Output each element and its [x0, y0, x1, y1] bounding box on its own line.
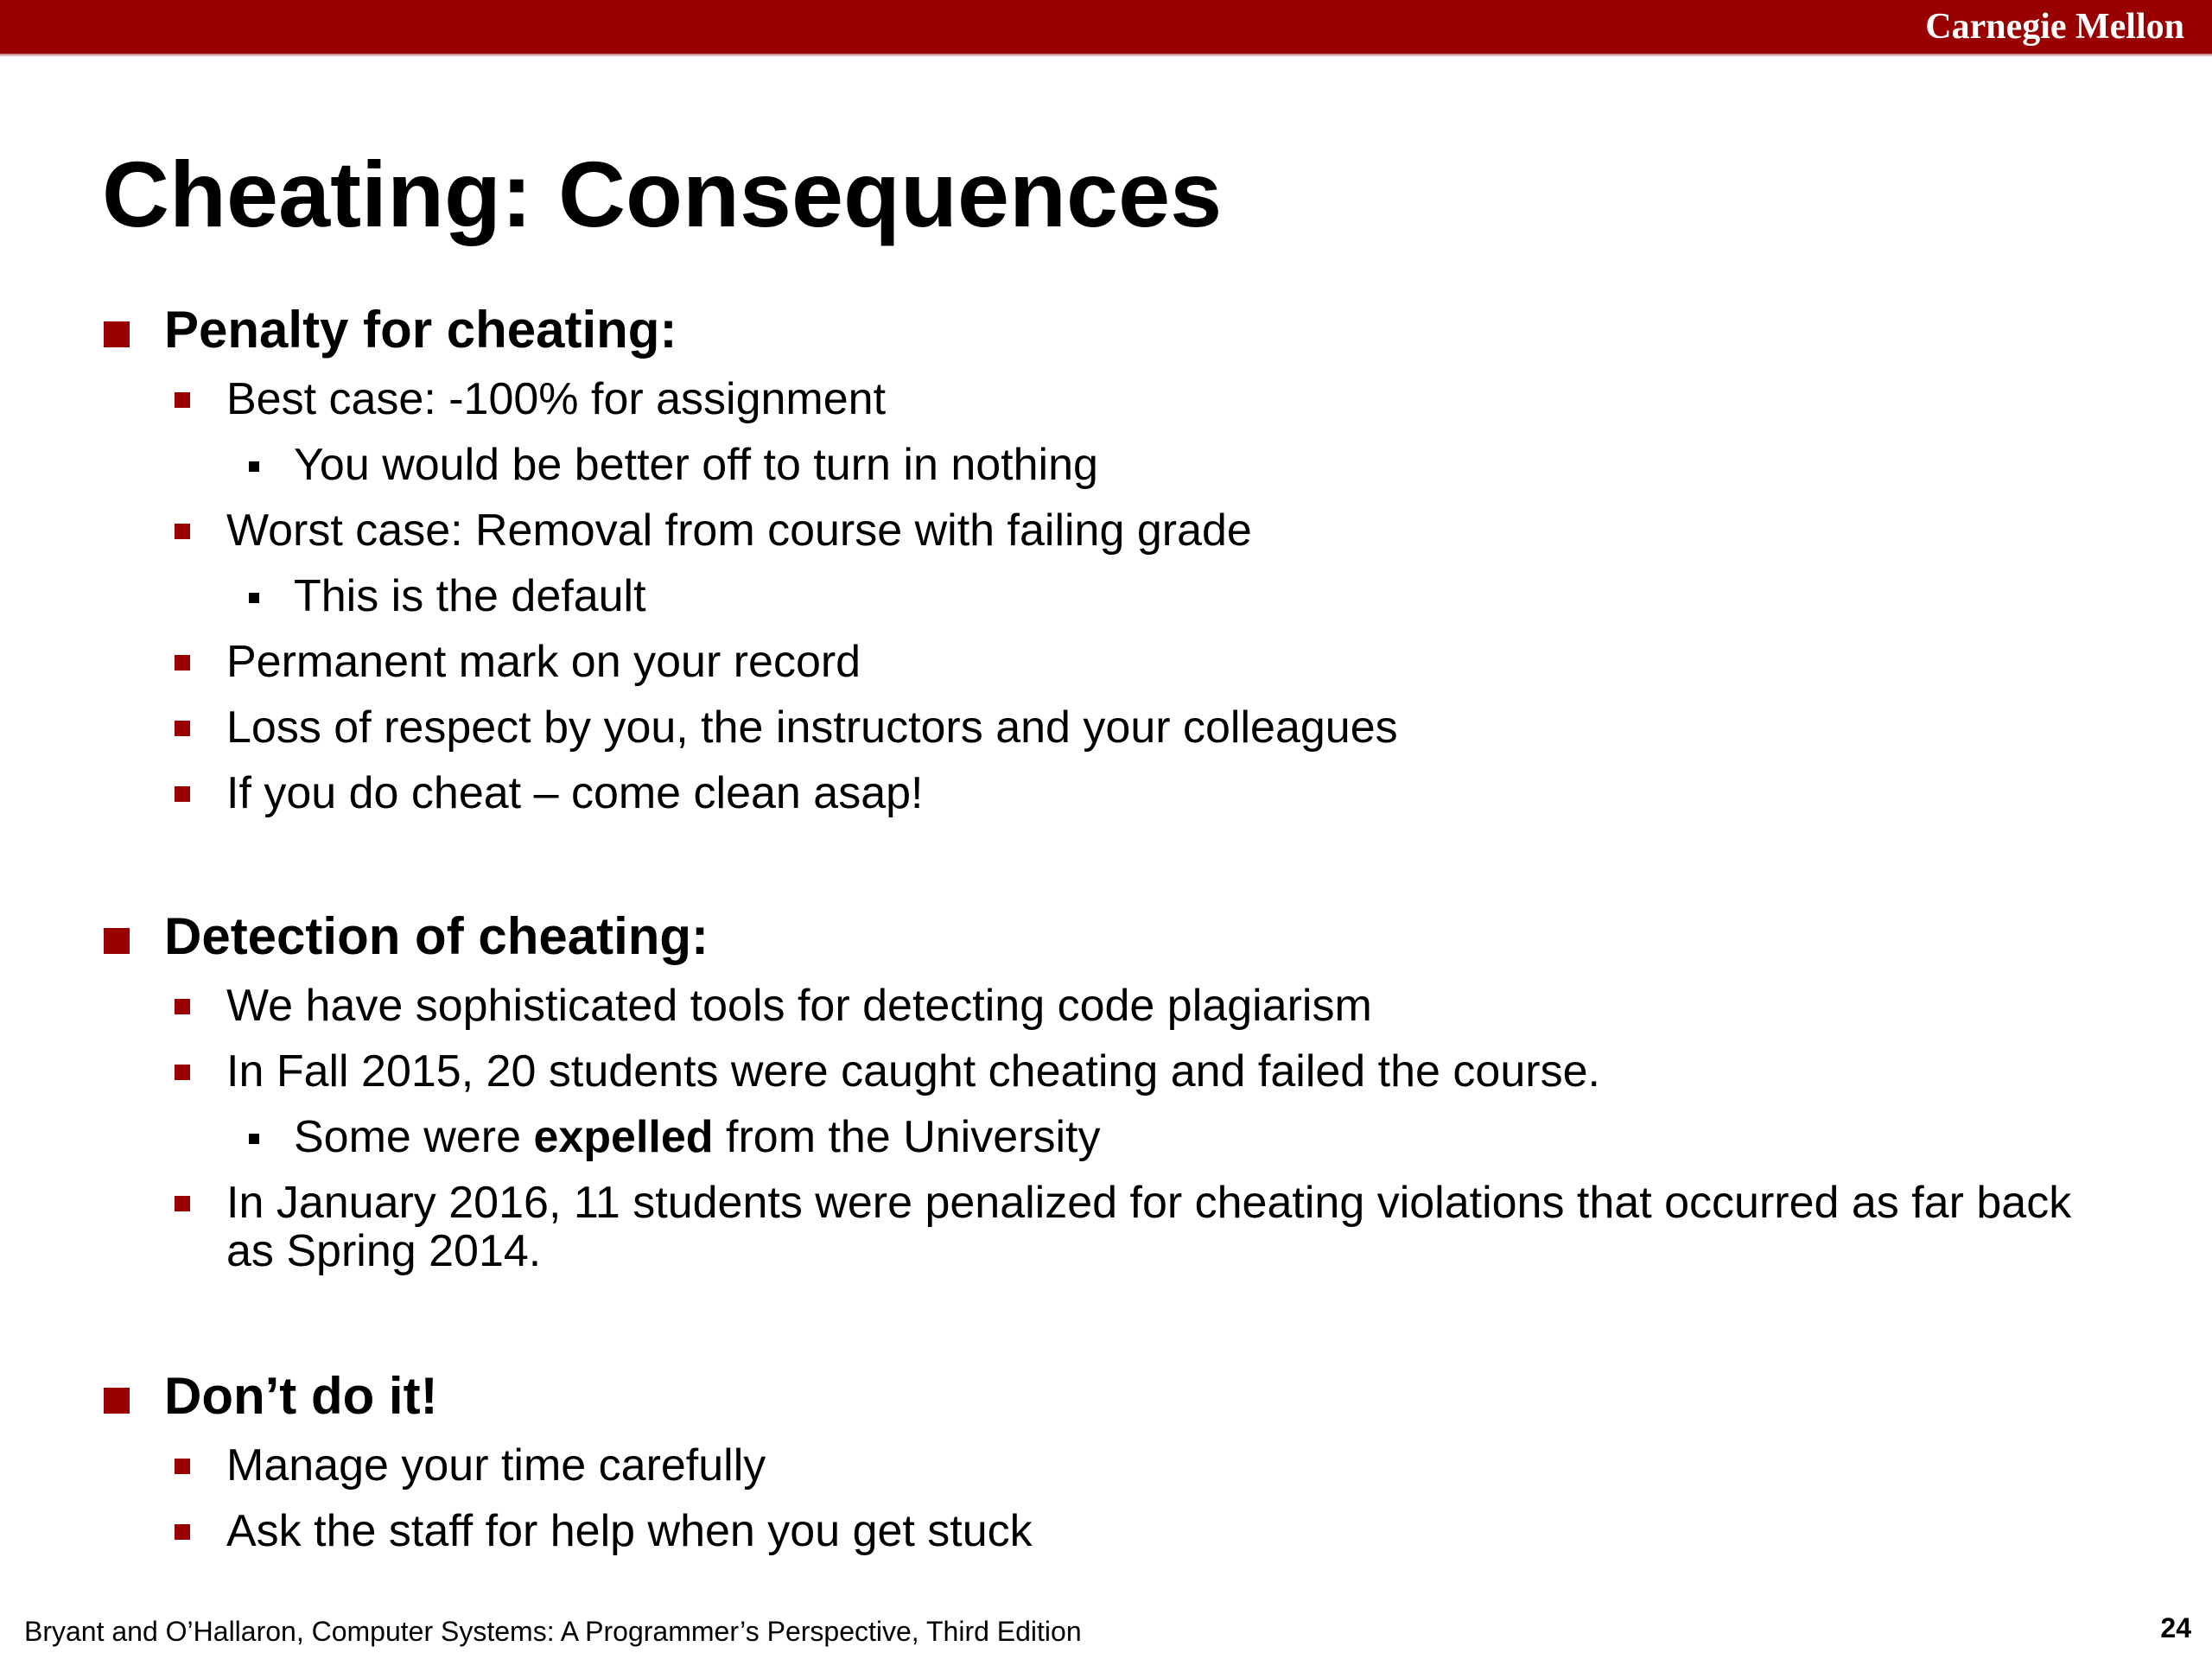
- list-item-text: Worst case: Removal from course with failing grade: [226, 505, 1252, 556]
- page-number: 24: [2160, 1612, 2191, 1643]
- small-square-bullet-icon: [249, 461, 259, 472]
- square-bullet-icon: [175, 999, 190, 1014]
- square-bullet-icon: [175, 1065, 190, 1080]
- section-detection: [102, 900, 2089, 1286]
- list-item: [102, 695, 2089, 760]
- sub-list-item-text: This is the default: [294, 571, 646, 621]
- list-item-text: Manage your time carefully: [226, 1440, 766, 1491]
- square-bullet-icon: [175, 721, 190, 736]
- sub-list-item-text-after: from the University: [713, 1112, 1101, 1162]
- sub-list-item: [102, 563, 2089, 629]
- list-item: [102, 1039, 2089, 1104]
- list-item-text: Ask the staff for help when you get stuck: [226, 1506, 1033, 1556]
- list-item: [102, 1498, 2089, 1564]
- list-item-text: In Fall 2015, 20 students were caught cheating and failed the course.: [226, 1046, 1600, 1096]
- list-item: [102, 629, 2089, 695]
- small-square-bullet-icon: [249, 1134, 259, 1144]
- section-heading-text: Don’t do it!: [164, 1367, 438, 1425]
- sub-list-item: [102, 432, 2089, 498]
- section-heading: [102, 294, 2089, 366]
- brand-logo-text: Carnegie Mellon: [1925, 7, 2184, 47]
- header-bar: [0, 0, 2212, 54]
- sub-list-item: [102, 1104, 2089, 1170]
- section-heading-text: Detection of cheating:: [164, 907, 709, 965]
- list-item: [102, 760, 2089, 826]
- list-item-text: We have sophisticated tools for detecting code plagiarism: [226, 981, 1372, 1031]
- list-item: [102, 366, 2089, 432]
- list-item-text: Permanent mark on your record: [226, 637, 861, 687]
- emphasis-text: expelled: [533, 1112, 714, 1162]
- section-heading: [102, 1360, 2089, 1433]
- section-heading: [102, 900, 2089, 973]
- list-item: [102, 1170, 2089, 1286]
- list-item-text: Loss of respect by you, the instructors and your colleagues: [226, 702, 1398, 753]
- section-dont: [102, 1360, 2089, 1564]
- small-square-bullet-icon: [249, 593, 259, 603]
- list-item: [102, 498, 2089, 563]
- sub-list-item-text-before: Some were: [294, 1112, 534, 1162]
- footer-citation: Bryant and O’Hallaron, Computer Systems: A Programmer’s Perspective, Third Edition: [24, 1616, 1082, 1647]
- square-bullet-icon: [175, 1196, 190, 1211]
- list-item: [102, 1433, 2089, 1498]
- list-item-text: In January 2016, 11 students were penalized for cheating violations that occurred as far back as Spring 2014.: [226, 1178, 2072, 1276]
- sub-list-item-text: You would be better off to turn in nothing: [294, 440, 1098, 490]
- square-bullet-icon: [104, 1388, 130, 1414]
- list-item-text: If you do cheat – come clean asap!: [226, 768, 924, 818]
- square-bullet-icon: [175, 392, 190, 408]
- section-heading-text: Penalty for cheating:: [164, 301, 677, 359]
- list-item: [102, 973, 2089, 1039]
- square-bullet-icon: [175, 786, 190, 802]
- square-bullet-icon: [175, 1524, 190, 1540]
- square-bullet-icon: [104, 928, 130, 954]
- square-bullet-icon: [175, 655, 190, 671]
- list-item-text: Best case: -100% for assignment: [226, 374, 887, 424]
- slide-title: Cheating: Consequences: [102, 142, 1223, 246]
- slide-content: [102, 294, 2089, 1564]
- section-penalty: [102, 294, 2089, 826]
- square-bullet-icon: [175, 524, 190, 539]
- square-bullet-icon: [104, 321, 130, 347]
- square-bullet-icon: [175, 1459, 190, 1474]
